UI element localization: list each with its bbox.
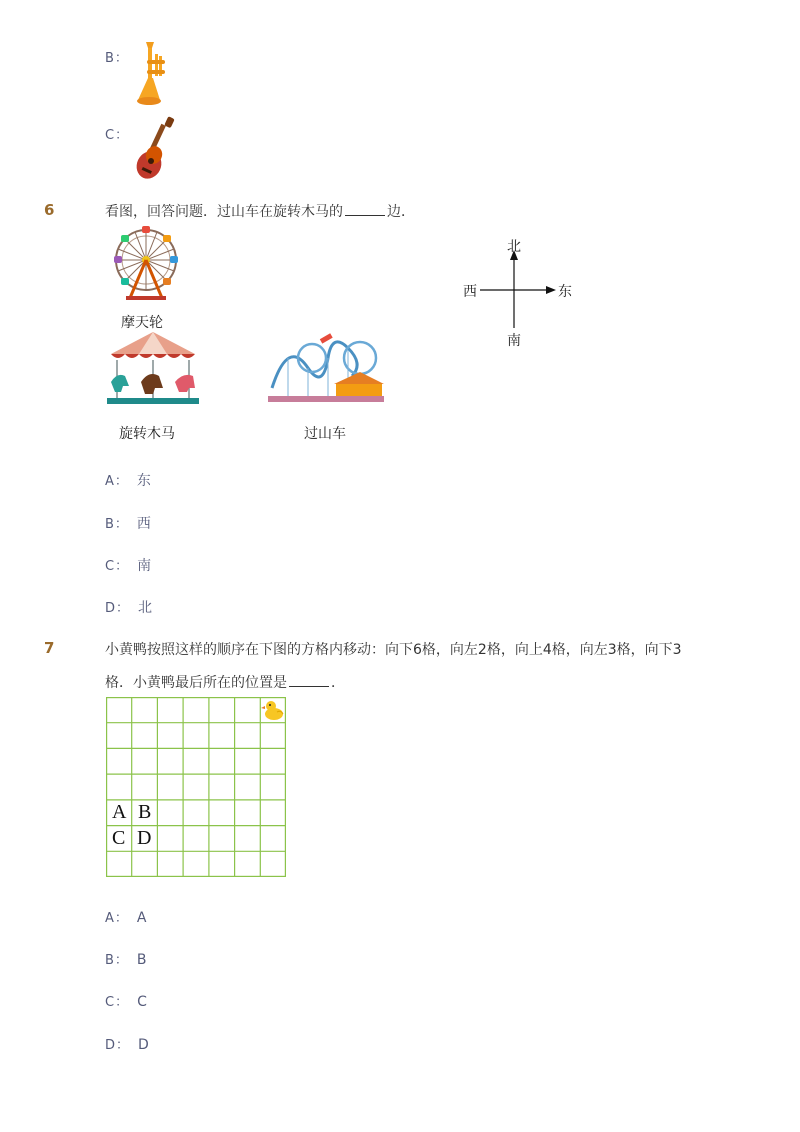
option-text: 东 xyxy=(136,473,151,489)
option-text: C xyxy=(137,994,147,1010)
compass-diagram xyxy=(460,236,580,348)
option-text: B xyxy=(136,952,147,968)
q6-option-b[interactable] xyxy=(105,513,151,533)
question-text-after: ． xyxy=(331,675,345,691)
q7-option-a[interactable] xyxy=(105,907,146,926)
question-text-before: 格．小黄鸭最后所在的位置是 xyxy=(105,675,287,691)
q5-option-c-label[interactable]: C： xyxy=(105,128,130,143)
option-letter: B： xyxy=(105,517,129,532)
grid-label-d: D xyxy=(137,827,152,849)
trumpet-icon[interactable] xyxy=(132,38,172,108)
duck-icon xyxy=(261,698,285,722)
option-text: D xyxy=(138,1037,149,1053)
compass-north: 北 xyxy=(507,239,521,255)
ferris-wheel-icon xyxy=(108,226,184,302)
q6-option-a[interactable] xyxy=(105,470,151,490)
option-letter: C： xyxy=(105,559,130,574)
question-text-after: 边． xyxy=(387,204,415,220)
option-text: 北 xyxy=(138,600,153,616)
roller-coaster-caption: 过山车 xyxy=(304,426,346,442)
option-letter: D： xyxy=(105,601,131,616)
question-number: 7 xyxy=(44,639,55,657)
answer-blank[interactable] xyxy=(345,203,385,216)
q7-option-b[interactable] xyxy=(105,949,147,968)
question-number: 6 xyxy=(44,201,55,219)
option-letter: D： xyxy=(105,1038,131,1053)
question-text-line1: 小黄鸭按照这样的顺序在下图的方格内移动：向下6格，向左2格，向上4格，向左3格，向下3 xyxy=(105,642,682,658)
option-letter: B： xyxy=(105,953,129,968)
compass-west: 西 xyxy=(463,284,477,300)
grid-label-a: A xyxy=(112,801,127,823)
q5-option-b-label[interactable]: B： xyxy=(105,51,129,66)
question-text-before: 看图，回答问题．过山车在旋转木马的 xyxy=(105,204,343,220)
carousel-caption: 旋转木马 xyxy=(119,426,175,442)
grid-lines xyxy=(106,697,286,877)
movement-grid xyxy=(106,697,286,877)
question-text-line2 xyxy=(105,672,345,692)
option-text: 西 xyxy=(136,516,151,532)
q6-option-d[interactable] xyxy=(105,597,152,617)
answer-blank[interactable] xyxy=(289,674,329,687)
carousel-icon xyxy=(105,330,201,408)
q6-option-c[interactable] xyxy=(105,555,151,575)
compass-south: 南 xyxy=(507,333,521,349)
option-text: A xyxy=(136,910,147,926)
option-letter: A： xyxy=(105,474,129,489)
compass-east: 东 xyxy=(558,284,572,300)
option-letter: C： xyxy=(105,995,130,1010)
ferris-wheel-caption: 摩天轮 xyxy=(121,315,163,331)
question-text xyxy=(105,201,415,221)
guitar-icon[interactable] xyxy=(132,115,180,185)
grid-label-b: B xyxy=(138,801,152,823)
grid-label-c: C xyxy=(112,827,126,849)
q7-option-d[interactable] xyxy=(105,1034,149,1053)
option-letter: A： xyxy=(105,911,129,926)
q7-option-c[interactable] xyxy=(105,991,147,1010)
roller-coaster-icon xyxy=(268,328,384,406)
option-text: 南 xyxy=(137,558,152,574)
